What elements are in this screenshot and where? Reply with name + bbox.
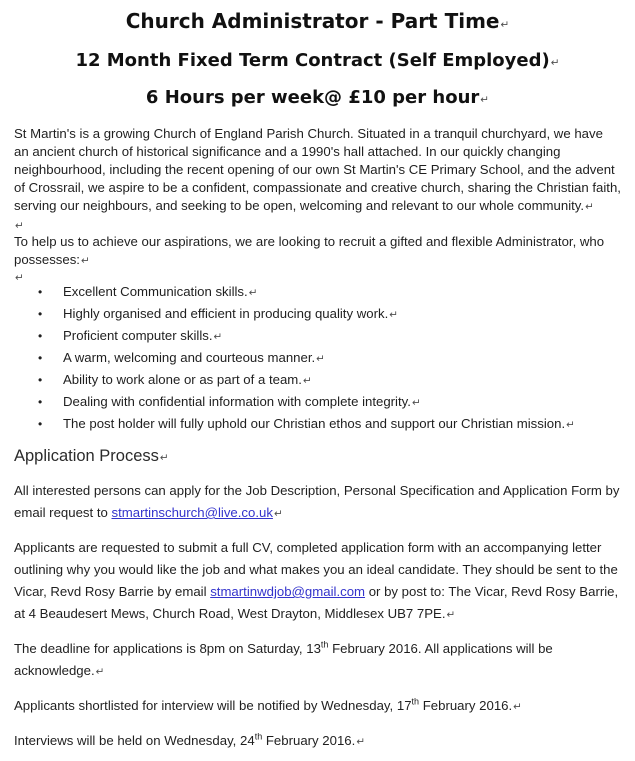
paragraph-mark-icon: ↵ (213, 331, 223, 343)
requirement-text: Proficient computer skills. (63, 328, 213, 343)
job-title (14, 8, 621, 38)
bullet-icon: • (38, 395, 43, 409)
requirement-text: Dealing with confidential information with complete integrity. (63, 394, 411, 409)
ordinal-suffix: th (254, 731, 263, 742)
requirement-item (38, 349, 621, 368)
hours-title-text: 6 Hours per week@ £10 per hour (145, 87, 480, 108)
submit-paragraph (14, 537, 621, 626)
requirement-text: Highly organised and efficient in producing quality work. (63, 306, 389, 321)
paragraph-mark-icon: ↵ (566, 419, 575, 431)
paragraph-mark-icon: ↵ (585, 201, 594, 213)
contract-title (14, 49, 621, 75)
requirement-item (38, 393, 621, 412)
paragraph-mark-icon: ↵ (513, 701, 522, 713)
requirement-text: A warm, welcoming and courteous manner. (63, 350, 316, 365)
apply-paragraph-text: All interested persons can apply for the Job Description, Personal Specification and Application Form by email request to (14, 483, 620, 520)
bullet-icon: • (38, 417, 43, 431)
bullet-icon: • (38, 373, 43, 387)
paragraph-mark-icon: ↵ (15, 220, 24, 232)
requirement-item (38, 371, 621, 390)
requirement-text: Excellent Communication skills. (63, 284, 248, 299)
paragraph-mark-icon: ↵ (95, 666, 105, 678)
bullet-icon: • (38, 351, 43, 365)
requirement-text: The post holder will fully uphold our Christian ethos and support our Christian mission. (63, 416, 566, 431)
paragraph-mark-icon: ↵ (389, 309, 399, 321)
intro-paragraph (14, 125, 621, 216)
paragraph-mark-icon: ↵ (273, 508, 283, 520)
ordinal-suffix: th (320, 639, 329, 650)
paragraph-mark-icon: ↵ (446, 609, 456, 621)
aspirations-paragraph (14, 233, 621, 270)
paragraph-mark-icon: ↵ (15, 272, 24, 284)
deadline-text-before: The deadline for applications is 8pm on Saturday, 13 (14, 641, 321, 656)
interviews-paragraph (14, 730, 621, 753)
empty-paragraph (14, 270, 621, 283)
job-title-text: Church Administrator - Part Time (125, 9, 500, 33)
paragraph-mark-icon: ↵ (316, 353, 325, 365)
shortlist-text-after: February 2016. (419, 698, 513, 713)
paragraph-mark-icon: ↵ (80, 255, 90, 267)
apply-paragraph (14, 480, 621, 525)
deadline-text-after: February 2016. All applications will be acknowledge. (14, 641, 553, 678)
deadline-paragraph (14, 638, 621, 683)
application-section (14, 480, 621, 753)
application-process-heading-text: Application Process (14, 447, 159, 465)
email-link-stmartinschurch[interactable]: stmartinschurch@live.co.uk (111, 505, 273, 520)
requirement-item (38, 415, 621, 434)
application-process-heading (14, 446, 621, 469)
shortlist-text-before: Applicants shortlisted for interview will be notified by Wednesday, 17 (14, 698, 412, 713)
requirement-text: Ability to work alone or as part of a team. (63, 372, 302, 387)
aspirations-paragraph-text: To help us to achieve our aspirations, we are looking to recruit a gifted and flexible Administrator, who possesses: (14, 234, 605, 267)
paragraph-mark-icon: ↵ (159, 452, 169, 464)
paragraph-mark-icon: ↵ (550, 57, 560, 69)
contract-title-text: 12 Month Fixed Term Contract (Self Employed) (75, 50, 550, 71)
paragraph-mark-icon: ↵ (411, 397, 421, 409)
bullet-icon: • (38, 329, 43, 343)
intro-paragraph-text: St Martin's is a growing Church of England Parish Church. Situated in a tranquil churchyard, we have an ancient church of historical significance and a 1990's hall attached. In our quickly changing neighbourhood, including the recent opening of our own St Martin's CE Primary School, and the advent of Crossrail, we aspire to be a confident, compassionate and creative church, sharing the Christian faith, serving our neighbours, and seeking to be open, welcoming and relevant to our whole community. (14, 126, 621, 213)
submit-paragraph-text-before: Applicants are requested to submit a full CV, completed application form with an accompanying letter outlining why you would like the job and what makes you an ideal candidate. They should be sent to the Vicar, Revd Rosy Barrie by email (14, 540, 618, 599)
hours-title (14, 86, 621, 112)
shortlist-paragraph (14, 695, 621, 718)
requirement-item (38, 327, 621, 346)
paragraph-mark-icon: ↵ (356, 736, 366, 748)
bullet-icon: • (38, 307, 43, 321)
paragraph-mark-icon: ↵ (500, 19, 510, 31)
interviews-text-before: Interviews will be held on Wednesday, 24 (14, 733, 255, 748)
bullet-icon: • (38, 285, 43, 299)
paragraph-mark-icon: ↵ (302, 375, 312, 387)
paragraph-mark-icon: ↵ (480, 94, 490, 106)
requirement-item (38, 305, 621, 324)
empty-paragraph (14, 216, 621, 233)
ordinal-suffix: th (411, 696, 420, 707)
interviews-text-after: February 2016. (262, 733, 356, 748)
submit-paragraph-text-after: or by post to: The Vicar, Revd Rosy Barrie, at 4 Beaudesert Mews, Church Road, West Drayton, Middlesex UB7 7PE. (14, 584, 619, 621)
requirements-list (14, 283, 621, 434)
email-link-stmartinwdjob[interactable]: stmartinwdjob@gmail.com (210, 584, 366, 599)
requirement-item (38, 283, 621, 302)
paragraph-mark-icon: ↵ (248, 287, 258, 299)
